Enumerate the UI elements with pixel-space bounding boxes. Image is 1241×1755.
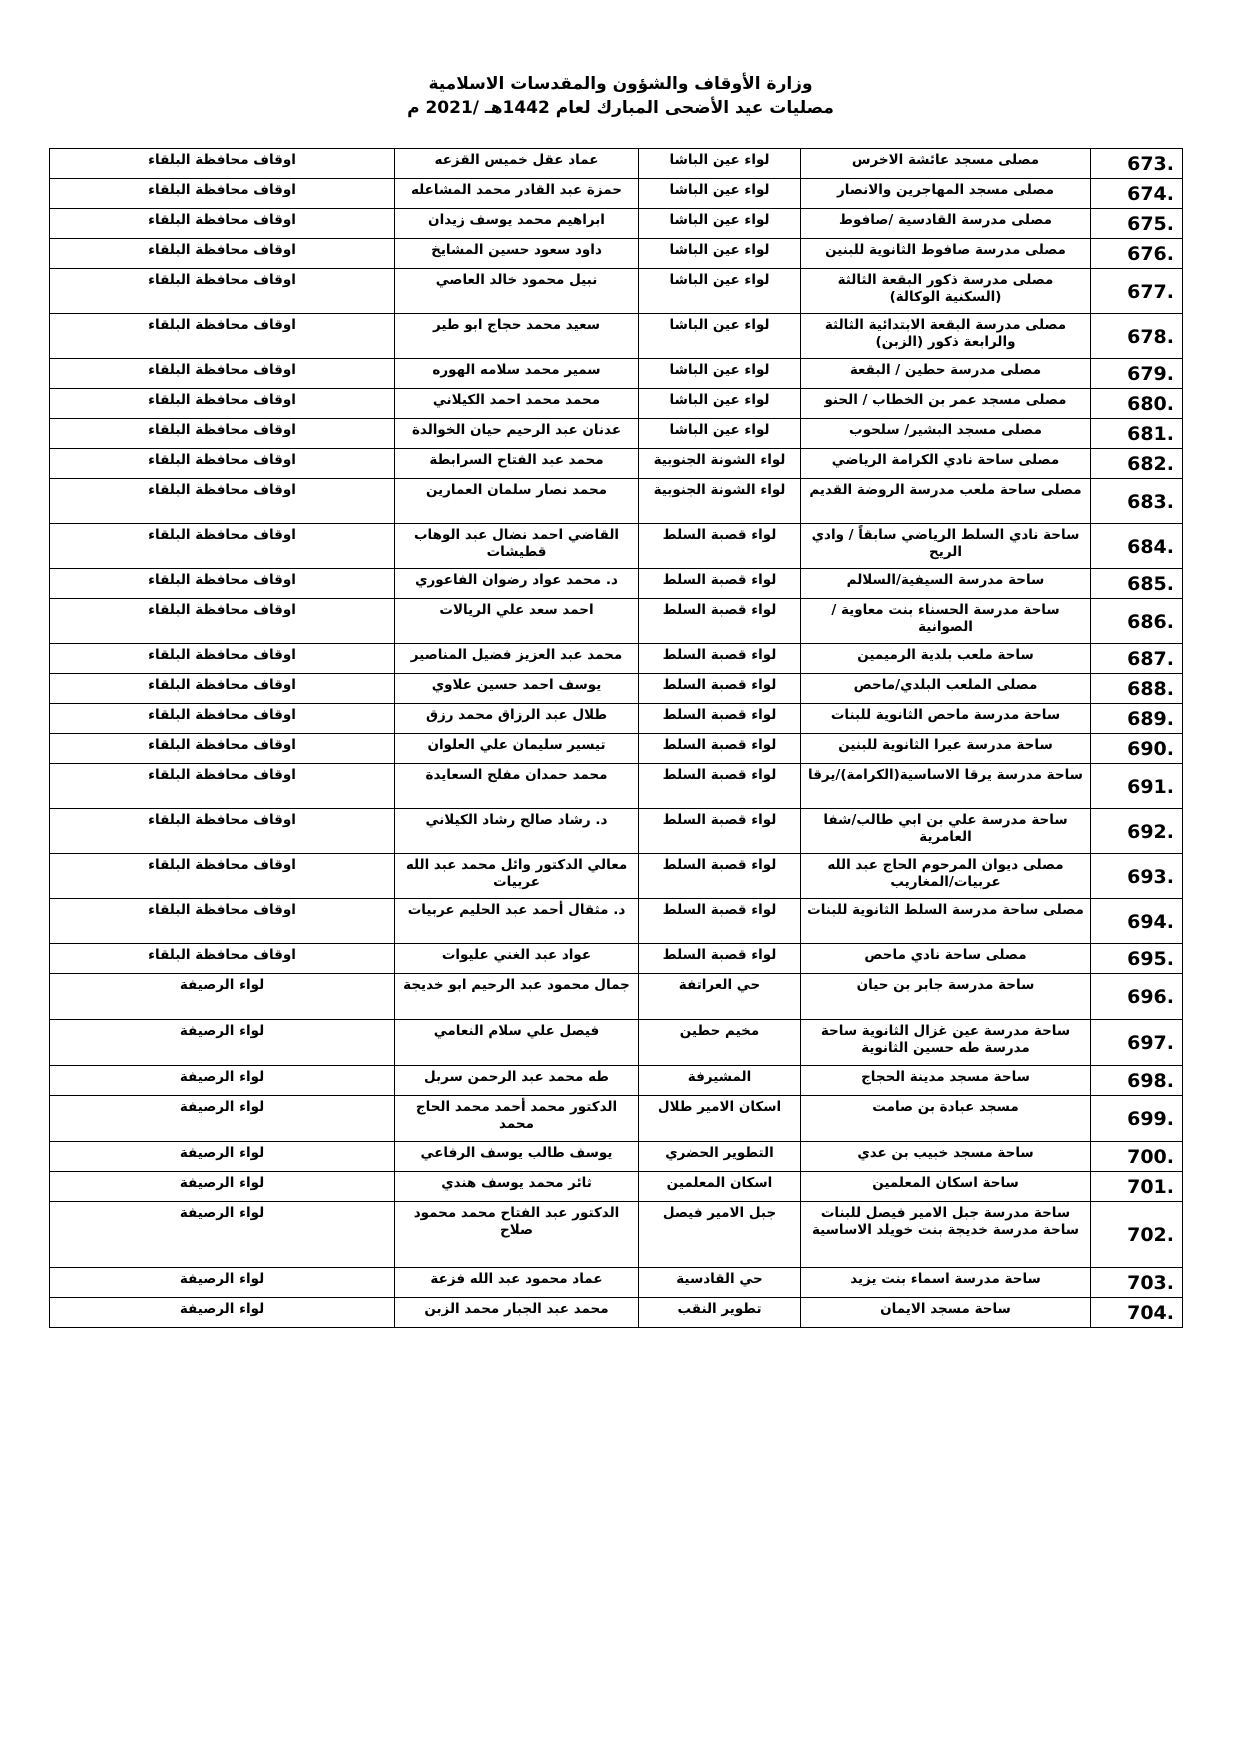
row-number: 693. bbox=[1091, 854, 1183, 899]
district-cell: حي القادسية bbox=[639, 1268, 801, 1298]
imam-name-cell: طه محمد عبد الرحمن سربل bbox=[395, 1066, 639, 1096]
row-number: 702. bbox=[1091, 1202, 1183, 1268]
imam-name-cell: نبيل محمود خالد العاصي bbox=[395, 269, 639, 314]
authority-cell: اوقاف محافظة البلقاء bbox=[50, 239, 395, 269]
row-number: 681. bbox=[1091, 419, 1183, 449]
imam-name-cell: سمير محمد سلامه الهوره bbox=[395, 359, 639, 389]
prayer-ground-cell: مصلى مدرسة البقعة الابتدائية الثالثة والرابعة ذكور (الزبن) bbox=[801, 314, 1091, 359]
imam-name-cell: القاضي احمد نضال عبد الوهاب قطيشات bbox=[395, 524, 639, 569]
prayer-ground-cell: ساحة نادي السلط الرياضي سابقاً / وادي الريح bbox=[801, 524, 1091, 569]
authority-cell: اوقاف محافظة البلقاء bbox=[50, 854, 395, 899]
prayer-ground-cell: مصلى مدرسة ذكور البقعة الثالثة (السكنية الوكالة) bbox=[801, 269, 1091, 314]
district-cell: لواء عين الباشا bbox=[639, 209, 801, 239]
table-row bbox=[50, 1298, 1183, 1328]
imam-name-cell: عدنان عبد الرحيم حيان الخوالدة bbox=[395, 419, 639, 449]
district-cell: لواء عين الباشا bbox=[639, 419, 801, 449]
imam-name-cell: د. محمد عواد رضوان الفاعوري bbox=[395, 569, 639, 599]
imam-name-cell: د. رشاد صالح رشاد الكيلاني bbox=[395, 809, 639, 854]
table-row bbox=[50, 1066, 1183, 1096]
row-number: 692. bbox=[1091, 809, 1183, 854]
table-row bbox=[50, 569, 1183, 599]
imam-name-cell: تيسير سليمان علي العلوان bbox=[395, 734, 639, 764]
row-number: 701. bbox=[1091, 1172, 1183, 1202]
authority-cell: اوقاف محافظة البلقاء bbox=[50, 389, 395, 419]
authority-cell: لواء الرصيفة bbox=[50, 1020, 395, 1066]
prayer-ground-cell: ساحة مدرسة الحسناء بنت معاوية / الصوانية bbox=[801, 599, 1091, 644]
row-number: 682. bbox=[1091, 449, 1183, 479]
prayer-ground-cell: مصلى مسجد عمر بن الخطاب / الحنو bbox=[801, 389, 1091, 419]
authority-cell: اوقاف محافظة البلقاء bbox=[50, 599, 395, 644]
table-row bbox=[50, 1172, 1183, 1202]
table-row bbox=[50, 419, 1183, 449]
authority-cell: اوقاف محافظة البلقاء bbox=[50, 419, 395, 449]
prayer-ground-cell: مصلى مسجد عائشة الاخرس bbox=[801, 149, 1091, 179]
table-row bbox=[50, 734, 1183, 764]
district-cell: مخيم حطين bbox=[639, 1020, 801, 1066]
district-cell: لواء عين الباشا bbox=[639, 239, 801, 269]
district-cell: التطوير الحضري bbox=[639, 1142, 801, 1172]
row-number: 678. bbox=[1091, 314, 1183, 359]
row-number: 689. bbox=[1091, 704, 1183, 734]
authority-cell: لواء الرصيفة bbox=[50, 1142, 395, 1172]
prayer-ground-cell: ساحة مدرسة جابر بن حيان bbox=[801, 974, 1091, 1020]
district-cell: المشيرفة bbox=[639, 1066, 801, 1096]
district-cell: لواء قصبة السلط bbox=[639, 644, 801, 674]
prayer-ground-cell: مصلى ساحة نادي الكرامة الرياضي bbox=[801, 449, 1091, 479]
ministry-title: وزارة الأوقاف والشؤون والمقدسات الاسلامية bbox=[428, 74, 813, 94]
table-body bbox=[50, 149, 1183, 1328]
authority-cell: اوقاف محافظة البلقاء bbox=[50, 899, 395, 944]
table-row bbox=[50, 764, 1183, 809]
table-row bbox=[50, 389, 1183, 419]
table-row bbox=[50, 599, 1183, 644]
row-number: 673. bbox=[1091, 149, 1183, 179]
table-row bbox=[50, 1142, 1183, 1172]
table-row bbox=[50, 269, 1183, 314]
district-cell: لواء قصبة السلط bbox=[639, 599, 801, 644]
authority-cell: اوقاف محافظة البلقاء bbox=[50, 644, 395, 674]
table-row bbox=[50, 314, 1183, 359]
district-cell: لواء عين الباشا bbox=[639, 389, 801, 419]
imam-name-cell: عماد محمود عبد الله فزعة bbox=[395, 1268, 639, 1298]
prayer-ground-cell: مصلى مسجد المهاجرين والانصار bbox=[801, 179, 1091, 209]
authority-cell: اوقاف محافظة البلقاء bbox=[50, 179, 395, 209]
row-number: 679. bbox=[1091, 359, 1183, 389]
district-cell: لواء قصبة السلط bbox=[639, 944, 801, 974]
imam-name-cell: ابراهيم محمد يوسف زيدان bbox=[395, 209, 639, 239]
row-number: 676. bbox=[1091, 239, 1183, 269]
row-number: 699. bbox=[1091, 1096, 1183, 1142]
authority-cell: لواء الرصيفة bbox=[50, 1172, 395, 1202]
authority-cell: اوقاف محافظة البلقاء bbox=[50, 524, 395, 569]
row-number: 700. bbox=[1091, 1142, 1183, 1172]
document-header bbox=[0, 72, 1241, 120]
row-number: 683. bbox=[1091, 479, 1183, 524]
district-cell: لواء قصبة السلط bbox=[639, 899, 801, 944]
authority-cell: اوقاف محافظة البلقاء bbox=[50, 809, 395, 854]
prayer-ground-cell: ساحة مدرسة عيرا الثانوية للبنين bbox=[801, 734, 1091, 764]
district-cell: لواء عين الباشا bbox=[639, 314, 801, 359]
imam-name-cell: حمزة عبد القادر محمد المشاعله bbox=[395, 179, 639, 209]
table-row bbox=[50, 1202, 1183, 1268]
authority-cell: اوقاف محافظة البلقاء bbox=[50, 209, 395, 239]
district-cell: تطوير النقب bbox=[639, 1298, 801, 1328]
table-row bbox=[50, 524, 1183, 569]
imam-name-cell: محمد عبد الفتاح السرابطة bbox=[395, 449, 639, 479]
district-cell: لواء قصبة السلط bbox=[639, 674, 801, 704]
imam-name-cell: محمد عبد العزيز فضيل المناصير bbox=[395, 644, 639, 674]
authority-cell: لواء الرصيفة bbox=[50, 1096, 395, 1142]
imam-name-cell: محمد عبد الجبار محمد الزبن bbox=[395, 1298, 639, 1328]
district-cell: لواء عين الباشا bbox=[639, 149, 801, 179]
prayer-ground-cell: مصلى ساحة ملعب مدرسة الروضة القديم bbox=[801, 479, 1091, 524]
table-row bbox=[50, 704, 1183, 734]
row-number: 694. bbox=[1091, 899, 1183, 944]
table-row bbox=[50, 1020, 1183, 1066]
imam-name-cell: الدكتور عبد الفتاح محمد محمود صلاح bbox=[395, 1202, 639, 1268]
district-cell: حي العراتفة bbox=[639, 974, 801, 1020]
table-row bbox=[50, 479, 1183, 524]
prayer-ground-cell: مصلى مدرسة حطين / البقعة bbox=[801, 359, 1091, 389]
table-row bbox=[50, 179, 1183, 209]
imam-name-cell: يوسف احمد حسين علاوي bbox=[395, 674, 639, 704]
row-number: 698. bbox=[1091, 1066, 1183, 1096]
row-number: 674. bbox=[1091, 179, 1183, 209]
prayer-ground-cell: مصلى ساحة نادي ماحص bbox=[801, 944, 1091, 974]
prayer-grounds-table bbox=[49, 148, 1183, 1328]
prayer-ground-cell: ساحة مدرسة علي بن ابي طالب/شفا العامرية bbox=[801, 809, 1091, 854]
authority-cell: لواء الرصيفة bbox=[50, 1298, 395, 1328]
district-cell: لواء قصبة السلط bbox=[639, 809, 801, 854]
authority-cell: اوقاف محافظة البلقاء bbox=[50, 359, 395, 389]
row-number: 685. bbox=[1091, 569, 1183, 599]
row-number: 680. bbox=[1091, 389, 1183, 419]
district-cell: لواء قصبة السلط bbox=[639, 524, 801, 569]
imam-name-cell: فيصل علي سلام النعامي bbox=[395, 1020, 639, 1066]
authority-cell: لواء الرصيفة bbox=[50, 1066, 395, 1096]
table-row bbox=[50, 674, 1183, 704]
row-number: 697. bbox=[1091, 1020, 1183, 1066]
row-number: 675. bbox=[1091, 209, 1183, 239]
authority-cell: اوقاف محافظة البلقاء bbox=[50, 269, 395, 314]
authority-cell: لواء الرصيفة bbox=[50, 1268, 395, 1298]
table-row bbox=[50, 1096, 1183, 1142]
district-cell: اسكان الامير طلال bbox=[639, 1096, 801, 1142]
imam-name-cell: د. مثقال أحمد عبد الحليم عربيات bbox=[395, 899, 639, 944]
prayer-ground-cell: ساحة اسكان المعلمين bbox=[801, 1172, 1091, 1202]
prayer-ground-cell: مصلى ديوان المرحوم الحاج عبد الله عربيات/المغاريب bbox=[801, 854, 1091, 899]
district-cell: لواء الشونة الجنوبية bbox=[639, 449, 801, 479]
row-number: 695. bbox=[1091, 944, 1183, 974]
prayer-ground-cell: ساحة ملعب بلدية الرميمين bbox=[801, 644, 1091, 674]
authority-cell: اوقاف محافظة البلقاء bbox=[50, 674, 395, 704]
authority-cell: لواء الرصيفة bbox=[50, 1202, 395, 1268]
imam-name-cell: محمد نصار سلمان العمارين bbox=[395, 479, 639, 524]
document-subtitle: مصليات عيد الأضحى المبارك لعام 1442هـ /2021 م bbox=[407, 98, 834, 118]
authority-cell: اوقاف محافظة البلقاء bbox=[50, 569, 395, 599]
district-cell: لواء قصبة السلط bbox=[639, 569, 801, 599]
prayer-ground-cell: ساحة مدرسة يرقا الاساسية(الكرامة)/يرقا bbox=[801, 764, 1091, 809]
authority-cell: اوقاف محافظة البلقاء bbox=[50, 314, 395, 359]
table-row bbox=[50, 1268, 1183, 1298]
prayer-ground-cell: مصلى مدرسة صافوط الثانوية للبنين bbox=[801, 239, 1091, 269]
imam-name-cell: محمد محمد احمد الكيلاني bbox=[395, 389, 639, 419]
prayer-ground-cell: مصلى ساحة مدرسة السلط الثانوية للبنات bbox=[801, 899, 1091, 944]
prayer-ground-cell: ساحة مدرسة السيفية/السلالم bbox=[801, 569, 1091, 599]
row-number: 677. bbox=[1091, 269, 1183, 314]
district-cell: لواء عين الباشا bbox=[639, 359, 801, 389]
row-number: 686. bbox=[1091, 599, 1183, 644]
imam-name-cell: يوسف طالب يوسف الرفاعي bbox=[395, 1142, 639, 1172]
district-cell: اسكان المعلمين bbox=[639, 1172, 801, 1202]
district-cell: لواء قصبة السلط bbox=[639, 704, 801, 734]
table-row bbox=[50, 209, 1183, 239]
table-row bbox=[50, 149, 1183, 179]
imam-name-cell: ثائر محمد يوسف هندي bbox=[395, 1172, 639, 1202]
table-row bbox=[50, 854, 1183, 899]
table-row bbox=[50, 359, 1183, 389]
table-row bbox=[50, 449, 1183, 479]
imam-name-cell: محمد حمدان مفلح السعايدة bbox=[395, 764, 639, 809]
prayer-ground-cell: مصلى الملعب البلدي/ماحص bbox=[801, 674, 1091, 704]
authority-cell: اوقاف محافظة البلقاء bbox=[50, 944, 395, 974]
authority-cell: اوقاف محافظة البلقاء bbox=[50, 734, 395, 764]
prayer-ground-cell: ساحة مدرسة عين غزال الثانوية ساحة مدرسة طه حسين الثانوية bbox=[801, 1020, 1091, 1066]
table-row bbox=[50, 974, 1183, 1020]
district-cell: لواء عين الباشا bbox=[639, 269, 801, 314]
authority-cell: اوقاف محافظة البلقاء bbox=[50, 479, 395, 524]
table-row bbox=[50, 239, 1183, 269]
row-number: 704. bbox=[1091, 1298, 1183, 1328]
imam-name-cell: معالي الدكتور وائل محمد عبد الله عربيات bbox=[395, 854, 639, 899]
district-cell: لواء قصبة السلط bbox=[639, 734, 801, 764]
row-number: 688. bbox=[1091, 674, 1183, 704]
prayer-ground-cell: ساحة مدرسة اسماء بنت يزيد bbox=[801, 1268, 1091, 1298]
row-number: 687. bbox=[1091, 644, 1183, 674]
imam-name-cell: عماد عقل خميس القزعه bbox=[395, 149, 639, 179]
row-number: 684. bbox=[1091, 524, 1183, 569]
row-number: 703. bbox=[1091, 1268, 1183, 1298]
district-cell: لواء الشونة الجنوبية bbox=[639, 479, 801, 524]
district-cell: لواء قصبة السلط bbox=[639, 764, 801, 809]
imam-name-cell: احمد سعد علي الريالات bbox=[395, 599, 639, 644]
district-cell: لواء قصبة السلط bbox=[639, 854, 801, 899]
district-cell: جبل الامير فيصل bbox=[639, 1202, 801, 1268]
imam-name-cell: طلال عبد الرزاق محمد رزق bbox=[395, 704, 639, 734]
authority-cell: اوقاف محافظة البلقاء bbox=[50, 764, 395, 809]
authority-cell: اوقاف محافظة البلقاء bbox=[50, 149, 395, 179]
authority-cell: لواء الرصيفة bbox=[50, 974, 395, 1020]
prayer-ground-cell: مصلى مدرسة القادسية /صافوط bbox=[801, 209, 1091, 239]
table-row bbox=[50, 944, 1183, 974]
prayer-ground-cell: ساحة مدرسة ماحص الثانوية للبنات bbox=[801, 704, 1091, 734]
prayer-ground-cell: ساحة مسجد الايمان bbox=[801, 1298, 1091, 1328]
authority-cell: اوقاف محافظة البلقاء bbox=[50, 704, 395, 734]
prayer-ground-cell: مسجد عبادة بن صامت bbox=[801, 1096, 1091, 1142]
row-number: 696. bbox=[1091, 974, 1183, 1020]
authority-cell: اوقاف محافظة البلقاء bbox=[50, 449, 395, 479]
prayer-ground-cell: مصلى مسجد البشير/ سلحوب bbox=[801, 419, 1091, 449]
row-number: 690. bbox=[1091, 734, 1183, 764]
imam-name-cell: الدكتور محمد أحمد محمد الحاج محمد bbox=[395, 1096, 639, 1142]
imam-name-cell: سعيد محمد حجاج ابو طير bbox=[395, 314, 639, 359]
imam-name-cell: جمال محمود عبد الرحيم ابو خديجة bbox=[395, 974, 639, 1020]
imam-name-cell: داود سعود حسين المشايخ bbox=[395, 239, 639, 269]
row-number: 691. bbox=[1091, 764, 1183, 809]
table-row bbox=[50, 899, 1183, 944]
prayer-ground-cell: ساحة مسجد مدينة الحجاج bbox=[801, 1066, 1091, 1096]
district-cell: لواء عين الباشا bbox=[639, 179, 801, 209]
table-row bbox=[50, 809, 1183, 854]
table-row bbox=[50, 644, 1183, 674]
prayer-ground-cell: ساحة مدرسة جبل الامير فيصل للبنات ساحة مدرسة خديجة بنت خويلد الاساسية bbox=[801, 1202, 1091, 1268]
imam-name-cell: عواد عبد الغني عليوات bbox=[395, 944, 639, 974]
prayer-ground-cell: ساحة مسجد خبيب بن عدي bbox=[801, 1142, 1091, 1172]
